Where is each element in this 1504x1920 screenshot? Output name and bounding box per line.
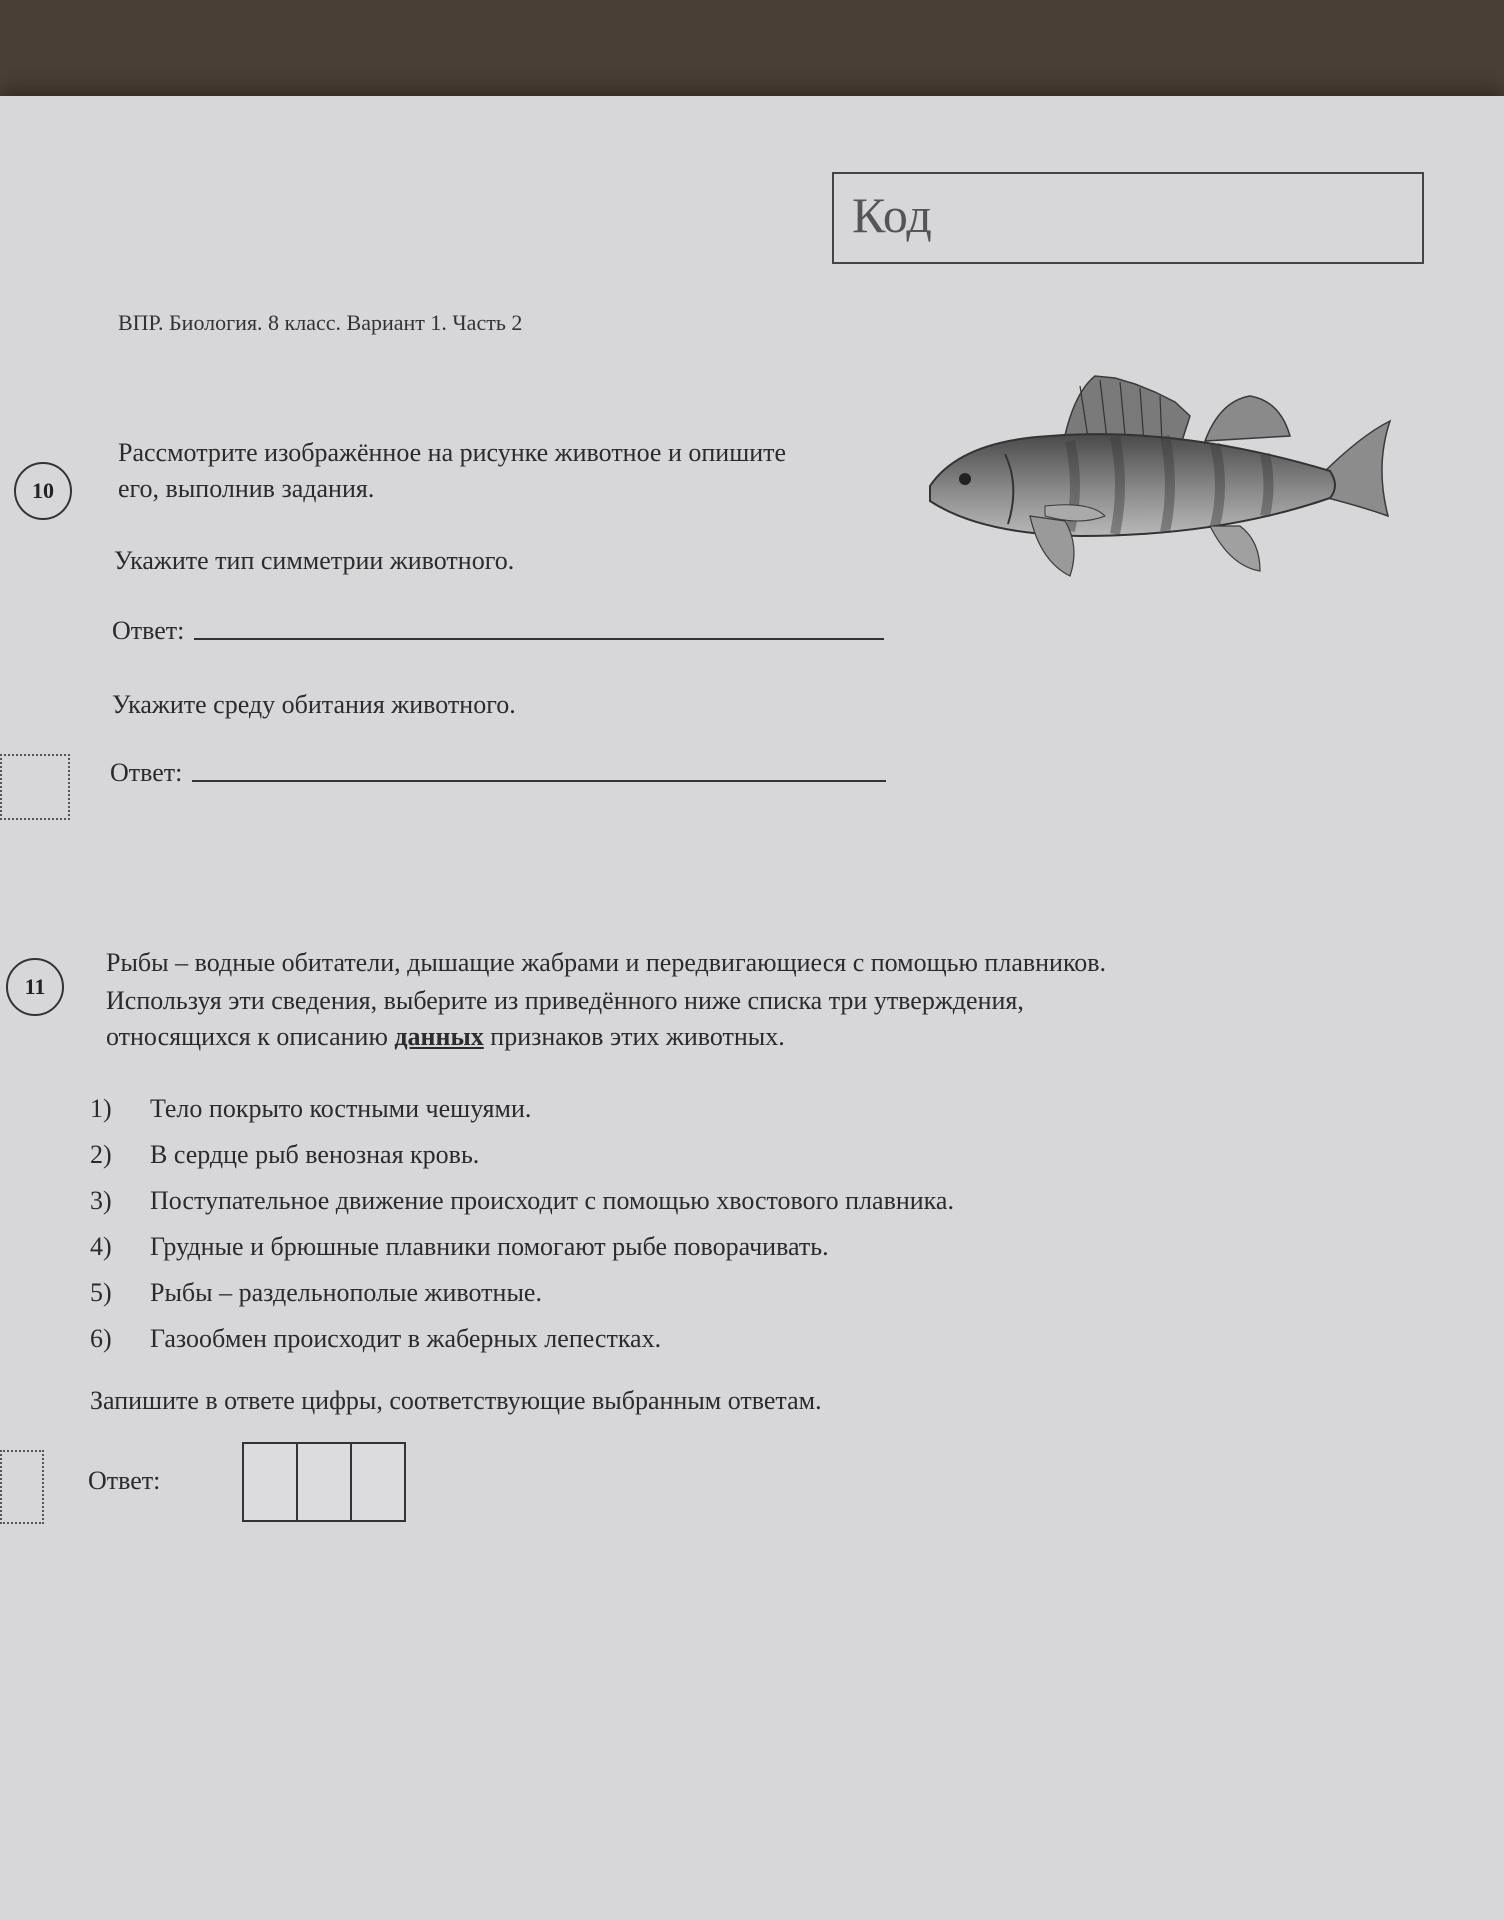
q11-prompt-emphasis: данных [394,1022,484,1051]
option-number: 3) [90,1186,112,1215]
q11-prompt-line2: Используя эти сведения, выберите из приведённого ниже списка три утверждения, [106,986,1024,1015]
code-box[interactable] [832,172,1424,264]
worksheet-page [0,96,1504,1920]
perch-fish-icon [920,366,1440,606]
q10-answer2-row [110,758,886,788]
option-text: Грудные и брюшные плавники помогают рыбе поворачивать. [150,1232,829,1261]
question-number-10-label: 10 [32,478,54,503]
option-number: 4) [90,1232,112,1261]
q10-answer1-label: Ответ: [112,616,185,645]
q11-prompt-line3 [106,1020,785,1054]
list-item [90,1178,954,1224]
list-item [90,1270,954,1316]
list-item [90,1086,954,1132]
option-number: 5) [90,1278,112,1307]
question-number-10 [14,462,72,520]
q11-score-box[interactable] [0,1450,44,1524]
q10-answer1-line[interactable] [194,638,884,640]
answer-cell-3[interactable] [350,1442,406,1522]
code-label: Код [852,187,932,243]
option-number: 2) [90,1140,112,1169]
q11-instruction: Запишите в ответе цифры, соответствующие выбранным ответам. [90,1386,822,1415]
page-header: ВПР. Биология. 8 класс. Вариант 1. Часть 2 [118,310,523,335]
q10-task-habitat: Укажите среду обитания животного. [112,690,516,719]
list-item [90,1224,954,1270]
answer-cell-1[interactable] [242,1442,298,1522]
answer-cell-2[interactable] [296,1442,352,1522]
q10-prompt-line1: Рассмотрите изображённое на рисунке животное и опишите [118,438,787,467]
option-text: Тело покрыто костными чешуями. [150,1094,532,1123]
q11-prompt-line1: Рыбы – водные обитатели, дышащие жабрами и передвигающиеся с помощью плавников. [106,948,1107,977]
option-text: В сердце рыб венозная кровь. [150,1140,480,1169]
question-number-11-label: 11 [24,974,46,999]
q11-prompt-line3-post: признаков этих животных. [490,1022,785,1051]
list-item [90,1132,954,1178]
q10-answer2-label: Ответ: [110,758,183,787]
q11-prompt-line3-pre: относящихся к описанию [106,1022,388,1051]
option-number: 1) [90,1094,112,1123]
option-text: Газообмен происходит в жаберных лепестках. [150,1324,662,1353]
q11-answer-cells [242,1442,404,1522]
option-text: Поступательное движение происходит с помощью хвостового плавника. [150,1186,954,1215]
question-number-11 [6,958,64,1016]
q10-prompt-line2: его, выполнив задания. [118,474,375,503]
q10-score-box[interactable] [0,754,70,820]
q10-task-symmetry: Укажите тип симметрии животного. [114,546,515,575]
q11-answer-label: Ответ: [88,1466,161,1495]
option-text: Рыбы – раздельнополые животные. [150,1278,542,1307]
q11-options-list [90,1086,954,1362]
q11-answer-row [88,1466,160,1496]
q10-answer1-row [112,616,884,646]
q10-answer2-line[interactable] [192,780,886,782]
list-item [90,1316,954,1362]
option-number: 6) [90,1324,112,1353]
